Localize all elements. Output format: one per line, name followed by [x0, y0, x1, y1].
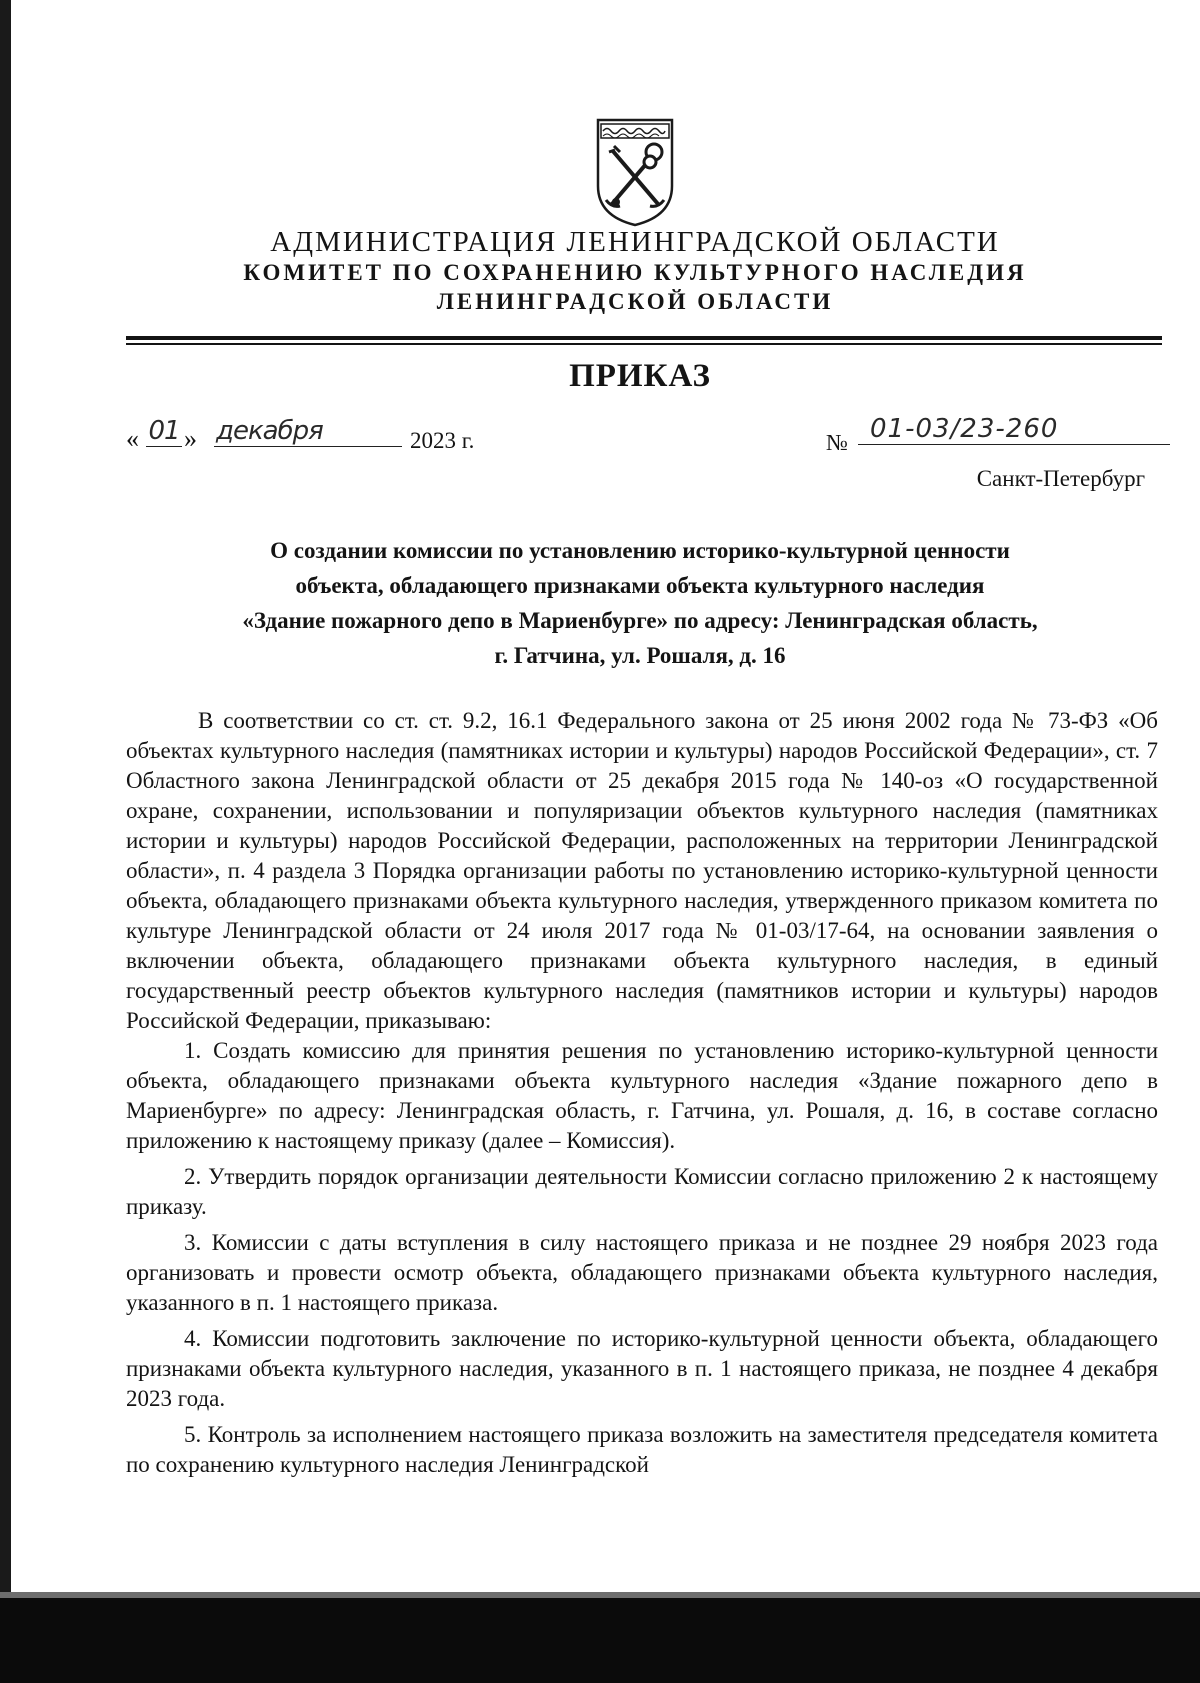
order-item-4: 4. Комиссии подготовить заключение по историко-культурной ценности объекта, обладающего признаками объекта культурного наследия, указанного в п. 1 настоящего приказа, не позднее 4 декабря 2023 года. [126, 1326, 1158, 1411]
header-committee: КОМИТЕТ ПО СОХРАНЕНИЮ КУЛЬТУРНОГО НАСЛЕДИЯ [243, 260, 1027, 285]
document-title: ПРИКАЗ [569, 358, 711, 394]
subject-line: объекта, обладающего признаками объекта культурного наследия [295, 573, 985, 598]
document-number-handwritten: 01-03/23-260 [858, 414, 1170, 445]
document-subject [140, 533, 1140, 673]
document-body [126, 706, 1158, 1480]
scan-bottom-edge [0, 1598, 1200, 1683]
date-open-quote: « [126, 424, 139, 453]
document-city: Санкт-Петербург [976, 466, 1145, 491]
scan-left-edge [0, 0, 11, 1683]
date-month-handwritten: декабря [214, 416, 402, 447]
order-item-1: 1. Создать комиссию для принятия решения по установлению историко-культурной ценности объекта, обладающего признаками объекта культурного наследия «Здание пожарного депо в Мариенбурге» по адресу: Ленинградская область, г. Гатчина, ул. Рошаля, д. 16, в составе согласно приложению к настоящему приказу (далее – Комиссия). [126, 1038, 1158, 1153]
order-item-3: 3. Комиссии с даты вступления в силу настоящего приказа и не позднее 29 ноября 2023 года организовать и провести осмотр объекта, обладающего признаками объекта культурного наследия, указанного в п. 1 настоящего приказа. [126, 1230, 1158, 1315]
preamble-paragraph: В соответствии со ст. ст. 9.2, 16.1 Федерального закона от 25 июня 2002 года № 73-ФЗ «Об объектах культурного наследия (памятниках истории и культуры) народов Российской Федерации», ст. 7 Областного закона Ленинградской области от 25 декабря 2015 года № 140-оз «О государственной охране, сохранении, использовании и популяризации объектов культурного наследия (памятниках истории и культуры) народов Российской Федерации, расположенных на территории Ленинградской области», п. 4 раздела 3 Порядка организации работы по установлению историко-культурной ценности объекта, обладающего признаками объекта культурного наследия, утвержденного приказом комитета по культуре Ленинградской области от 24 июля 2017 года № 01-03/17-64, на основании заявления о включении объекта, обладающего признаками объекта культурного наследия, в единый государственный реестр объектов культурного наследия (памятников истории и культуры) народов Российской Федерации, приказываю: [126, 708, 1158, 1033]
order-item-5: 5. Контроль за исполнением настоящего приказа возложить на заместителя председателя комитета по сохранению культурного наследия Ленинградской [126, 1422, 1158, 1477]
coat-of-arms-icon [594, 116, 676, 228]
header-region: ЛЕНИНГРАДСКОЙ ОБЛАСТИ [436, 289, 834, 314]
subject-line: г. Гатчина, ул. Рошаля, д. 16 [494, 643, 786, 668]
header-divider-thin [126, 343, 1162, 345]
header-administration: АДМИНИСТРАЦИЯ ЛЕНИНГРАДСКОЙ ОБЛАСТИ [270, 226, 1000, 258]
subject-line: О создании комиссии по установлению историко-культурной ценности [270, 538, 1010, 563]
date-year: 2023 г. [410, 428, 475, 453]
date-close-quote: » [184, 424, 197, 453]
number-sign: № [826, 430, 848, 455]
order-item-2: 2. Утвердить порядок организации деятельности Комиссии согласно приложению 2 к настоящему приказу. [126, 1164, 1158, 1219]
subject-line: «Здание пожарного депо в Мариенбурге» по адресу: Ленинградская область, [242, 608, 1038, 633]
date-day-handwritten: 01 [146, 416, 182, 447]
header-divider-thick [126, 336, 1162, 340]
